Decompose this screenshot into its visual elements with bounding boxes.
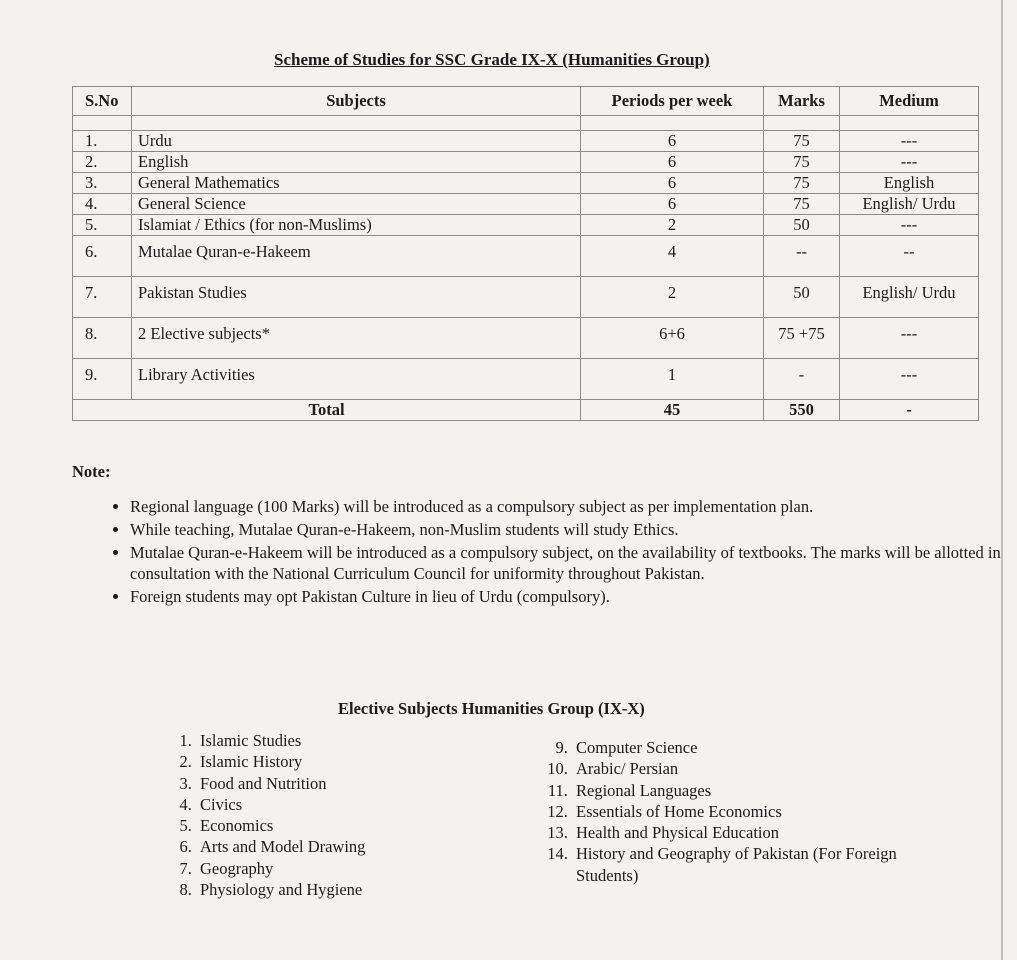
- row-sno: 7.: [73, 277, 132, 318]
- row-sno: 5.: [73, 215, 132, 236]
- row-medium: ---: [840, 359, 979, 400]
- row-subject: 2 Elective subjects*: [132, 318, 581, 359]
- row-periods: 2: [581, 277, 764, 318]
- elective-item: 9. Computer Science: [572, 737, 932, 758]
- note-item: • Regional language (100 Marks) will be introduced as a compulsory subject as per implementation plan.: [130, 496, 1010, 517]
- row-marks: 75 +75: [764, 318, 840, 359]
- row-medium: ---: [840, 152, 979, 173]
- row-sno: 2.: [73, 152, 132, 173]
- table-row: [73, 359, 979, 400]
- row-marks: --: [764, 236, 840, 277]
- row-periods: 6: [581, 173, 764, 194]
- table-row: [73, 318, 979, 359]
- elective-item: 4. Civics: [196, 794, 516, 815]
- row-medium: --: [840, 236, 979, 277]
- note-item: • Foreign students may opt Pakistan Culture in lieu of Urdu (compulsory).: [130, 586, 1010, 607]
- table-row: [73, 277, 979, 318]
- row-marks: 75: [764, 173, 840, 194]
- scheme-table: [72, 86, 979, 421]
- table-row: [73, 236, 979, 277]
- row-medium: ---: [840, 215, 979, 236]
- header-sno: S.No: [73, 87, 132, 116]
- elective-item: 2. Islamic History: [196, 751, 516, 772]
- table-row: [73, 194, 979, 215]
- notes-list: [96, 496, 1010, 609]
- row-subject: General Science: [132, 194, 581, 215]
- elective-item: 13. Health and Physical Education: [572, 822, 932, 843]
- row-medium: ---: [840, 318, 979, 359]
- row-sno: 8.: [73, 318, 132, 359]
- elective-item: 10. Arabic/ Persian: [572, 758, 932, 779]
- row-periods: 6: [581, 131, 764, 152]
- row-medium: ---: [840, 131, 979, 152]
- total-marks: 550: [764, 400, 840, 421]
- header-marks: Marks: [764, 87, 840, 116]
- row-periods: 6: [581, 152, 764, 173]
- row-subject: Islamiat / Ethics (for non-Muslims): [132, 215, 581, 236]
- table-row: [73, 173, 979, 194]
- row-subject: Library Activities: [132, 359, 581, 400]
- header-subjects: Subjects: [132, 87, 581, 116]
- elective-item: 14. History and Geography of Pakistan (For Foreign Students): [572, 843, 932, 886]
- row-marks: 75: [764, 131, 840, 152]
- note-label: Note:: [72, 462, 111, 481]
- total-periods: 45: [581, 400, 764, 421]
- note-item: • Mutalae Quran-e-Hakeem will be introduced as a compulsory subject, on the availability of textbooks. The marks will be allotted in consultation with the National Curriculum Council for uniformity throughout Pakistan.: [130, 542, 1010, 584]
- row-sno: 1.: [73, 131, 132, 152]
- elective-item: 3. Food and Nutrition: [196, 773, 516, 794]
- row-marks: 50: [764, 215, 840, 236]
- row-marks: 75: [764, 194, 840, 215]
- row-medium: English/ Urdu: [840, 277, 979, 318]
- table-header-row: [73, 87, 979, 116]
- row-periods: 1: [581, 359, 764, 400]
- row-sno: 4.: [73, 194, 132, 215]
- elective-item: 12. Essentials of Home Economics: [572, 801, 932, 822]
- table-row: [73, 152, 979, 173]
- row-subject: English: [132, 152, 581, 173]
- header-medium: Medium: [840, 87, 979, 116]
- spacer-row: [73, 116, 979, 131]
- row-medium: English/ Urdu: [840, 194, 979, 215]
- row-marks: 75: [764, 152, 840, 173]
- total-row: [73, 400, 979, 421]
- row-marks: -: [764, 359, 840, 400]
- elective-item: 8. Physiology and Hygiene: [196, 879, 516, 900]
- row-subject: General Mathematics: [132, 173, 581, 194]
- row-periods: 6: [581, 194, 764, 215]
- total-label: Total: [73, 400, 581, 421]
- row-sno: 3.: [73, 173, 132, 194]
- page-edge-line: [1001, 0, 1003, 960]
- row-sno: 6.: [73, 236, 132, 277]
- header-periods: Periods per week: [581, 87, 764, 116]
- elective-item: 1. Islamic Studies: [196, 730, 516, 751]
- total-medium: -: [840, 400, 979, 421]
- document-title: Scheme of Studies for SSC Grade IX-X (Humanities Group): [274, 50, 710, 69]
- row-sno: 9.: [73, 359, 132, 400]
- elective-item: 7. Geography: [196, 858, 516, 879]
- note-item: • While teaching, Mutalae Quran-e-Hakeem, non-Muslim students will study Ethics.: [130, 519, 1010, 540]
- electives-title: Elective Subjects Humanities Group (IX-X): [338, 699, 645, 718]
- table-row: [73, 215, 979, 236]
- row-periods: 6+6: [581, 318, 764, 359]
- elective-item: 5. Economics: [196, 815, 516, 836]
- electives-list-left: [166, 730, 516, 900]
- electives-list-right: [542, 737, 932, 886]
- row-periods: 2: [581, 215, 764, 236]
- row-subject: Pakistan Studies: [132, 277, 581, 318]
- elective-item: 11. Regional Languages: [572, 780, 932, 801]
- elective-item: 6. Arts and Model Drawing: [196, 836, 516, 857]
- row-periods: 4: [581, 236, 764, 277]
- row-subject: Urdu: [132, 131, 581, 152]
- table-row: [73, 131, 979, 152]
- row-subject: Mutalae Quran-e-Hakeem: [132, 236, 581, 277]
- row-medium: English: [840, 173, 979, 194]
- row-marks: 50: [764, 277, 840, 318]
